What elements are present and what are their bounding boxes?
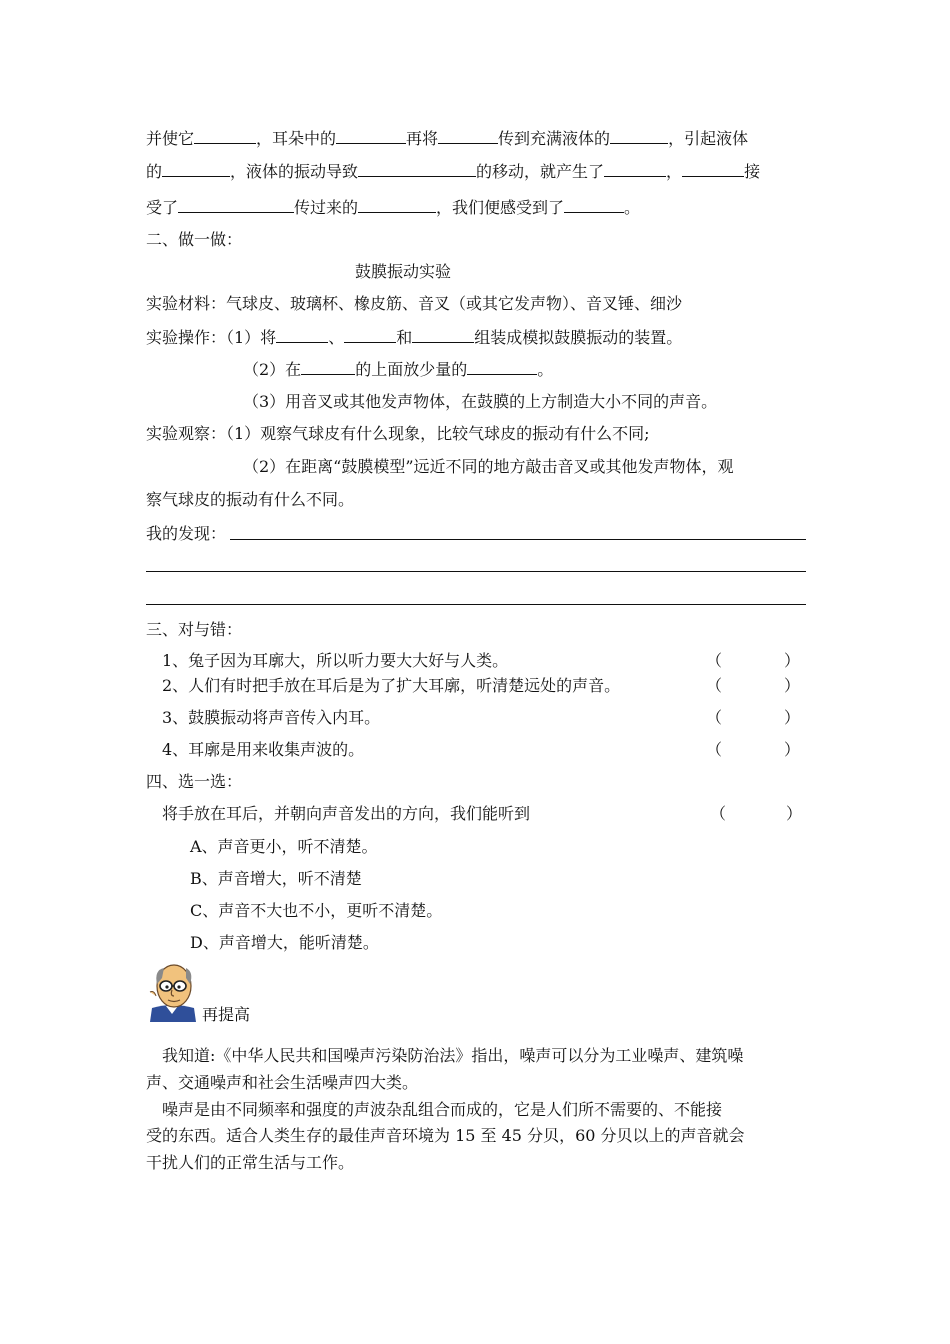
text: 的移动，就产生了 bbox=[476, 162, 605, 181]
answer-paren-close: ） bbox=[786, 804, 803, 823]
answer-paren-open[interactable]: （ bbox=[706, 708, 723, 727]
true-false-item: 1、兔子因为耳廓大，所以听力要大大好与人类。 bbox=[162, 651, 509, 670]
text: 。 bbox=[537, 360, 554, 379]
text: ，液体的振动导致 bbox=[230, 162, 359, 181]
finding-answer-line[interactable] bbox=[146, 604, 806, 605]
finding-answer-line[interactable] bbox=[230, 539, 806, 540]
blank-field[interactable] bbox=[194, 127, 256, 144]
blank-field[interactable] bbox=[336, 127, 406, 144]
text: 。 bbox=[624, 198, 641, 217]
text: 、 bbox=[328, 328, 345, 347]
extension-paragraph-1-line-1: 我知道:《中华人民共和国噪声污染防治法》指出，噪声可以分为工业噪声、建筑噪 bbox=[162, 1046, 744, 1065]
text: 再将 bbox=[406, 129, 439, 148]
blank-field[interactable] bbox=[344, 326, 396, 343]
blank-field[interactable] bbox=[162, 160, 230, 177]
text: 传到充满液体的 bbox=[498, 129, 611, 148]
extension-paragraph-2-line-3: 干扰人们的正常生活与工作。 bbox=[146, 1153, 355, 1172]
blank-field[interactable] bbox=[412, 326, 474, 343]
choice-option-d[interactable]: D、声音增大，能听清楚。 bbox=[190, 933, 379, 952]
choice-question: 将手放在耳后，并朝向声音发出的方向，我们能听到 bbox=[162, 804, 531, 823]
choice-option-a[interactable]: A、声音更小，听不清楚。 bbox=[190, 837, 378, 856]
operation-step-3: （3）用音叉或其他发声物体，在鼓膜的上方制造大小不同的声音。 bbox=[243, 392, 718, 411]
text: 的 bbox=[146, 162, 163, 181]
choice-option-b[interactable]: B、声音增大，听不清楚 bbox=[190, 869, 362, 888]
text: ， bbox=[666, 162, 683, 181]
blank-field[interactable] bbox=[301, 358, 355, 375]
blank-field[interactable] bbox=[358, 160, 476, 177]
extension-paragraph-2-line-1: 噪声是由不同频率和强度的声波杂乱组合而成的，它是人们所不需要的、不能接 bbox=[162, 1100, 723, 1119]
observation-3: 察气球皮的振动有什么不同。 bbox=[146, 490, 355, 509]
blank-field[interactable] bbox=[682, 160, 744, 177]
text: ，我们便感受到了 bbox=[436, 198, 565, 217]
operation-step-1 bbox=[146, 326, 682, 349]
true-false-item: 3、鼓膜振动将声音传入内耳。 bbox=[162, 708, 381, 727]
extension-paragraph-2-line-2: 受的东西。适合人类生存的最佳声音环境为 15 至 45 分贝，60 分贝以上的声音就会 bbox=[146, 1126, 745, 1145]
section4-heading: 四、选一选： bbox=[146, 772, 243, 791]
text: 的上面放少量的 bbox=[355, 360, 468, 379]
blank-field[interactable] bbox=[358, 196, 436, 213]
experiment-materials: 实验材料：气球皮、玻璃杯、橡皮筋、音叉（或其它发声物）、音叉锤、细沙 bbox=[146, 294, 683, 313]
answer-paren-open[interactable]: （ bbox=[706, 740, 723, 759]
observation-2: （2）在距离“鼓膜模型”远近不同的地方敲击音叉或其他发声物体，观 bbox=[243, 457, 734, 476]
professor-avatar-icon bbox=[146, 962, 198, 1022]
blank-field[interactable] bbox=[604, 160, 666, 177]
text: ，耳朵中的 bbox=[256, 129, 337, 148]
section2-heading: 二、做一做： bbox=[146, 230, 243, 249]
answer-paren-open[interactable]: （ bbox=[706, 651, 723, 670]
extension-title: 再提高 bbox=[202, 1005, 251, 1024]
experiment-title: 鼓膜振动实验 bbox=[355, 262, 452, 281]
choice-option-c[interactable]: C、声音不大也不小，更听不清楚。 bbox=[190, 901, 443, 920]
answer-paren-close: ） bbox=[784, 708, 801, 727]
blank-field[interactable] bbox=[564, 196, 624, 213]
true-false-item: 4、耳廓是用来收集声波的。 bbox=[162, 740, 365, 759]
answer-paren-open[interactable]: （ bbox=[706, 676, 723, 695]
fill-line-2 bbox=[146, 160, 760, 183]
text: 接 bbox=[744, 162, 761, 181]
extension-paragraph-1-line-2: 声、交通噪声和社会生活噪声四大类。 bbox=[146, 1073, 419, 1092]
finding-answer-line[interactable] bbox=[146, 571, 806, 572]
text: 受了 bbox=[146, 198, 179, 217]
observation-1: 实验观察：（1）观察气球皮有什么现象，比较气球皮的振动有什么不同; bbox=[146, 424, 650, 443]
blank-field[interactable] bbox=[610, 127, 668, 144]
blank-field[interactable] bbox=[467, 358, 537, 375]
text: ，引起液体 bbox=[668, 129, 749, 148]
text: （2）在 bbox=[243, 360, 302, 379]
fill-line-3 bbox=[146, 196, 640, 219]
fill-line-1 bbox=[146, 127, 748, 150]
answer-paren-close: ） bbox=[784, 676, 801, 695]
blank-field[interactable] bbox=[178, 196, 294, 213]
answer-paren-open[interactable]: （ bbox=[710, 804, 727, 823]
blank-field[interactable] bbox=[276, 326, 328, 343]
text: 组装成模拟鼓膜振动的装置。 bbox=[474, 328, 683, 347]
answer-paren-close: ） bbox=[784, 651, 801, 670]
answer-paren-close: ） bbox=[784, 740, 801, 759]
text: 实验操作：（1）将 bbox=[146, 328, 277, 347]
text: 并使它 bbox=[146, 129, 195, 148]
text: 和 bbox=[396, 328, 413, 347]
operation-step-2 bbox=[243, 358, 553, 381]
section3-heading: 三、对与错： bbox=[146, 620, 243, 639]
true-false-item: 2、人们有时把手放在耳后是为了扩大耳廓，听清楚远处的声音。 bbox=[162, 676, 621, 695]
text: 传过来的 bbox=[294, 198, 359, 217]
finding-label: 我的发现： bbox=[146, 524, 227, 543]
blank-field[interactable] bbox=[438, 127, 498, 144]
